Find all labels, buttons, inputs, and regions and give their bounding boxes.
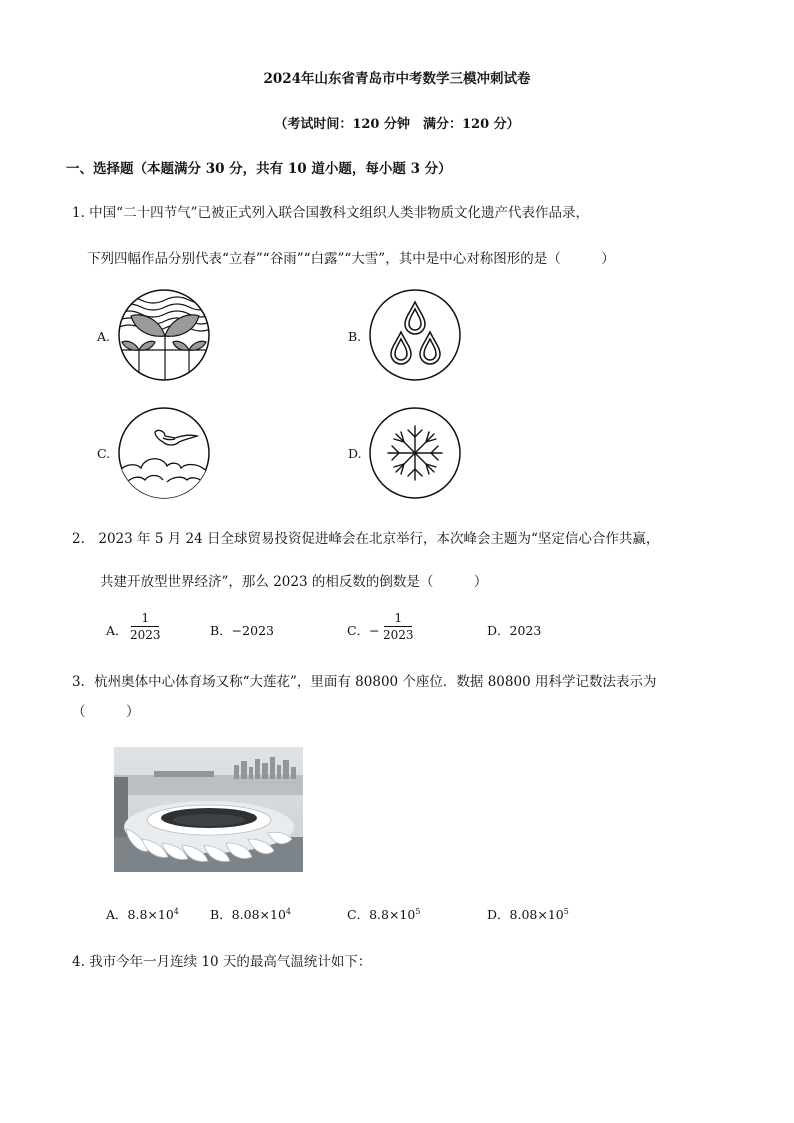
q3-option-d: D．$8.08\times 10^5$	[487, 907, 569, 922]
q1-option-c-label: C.	[97, 446, 111, 461]
page-title: 2024年山东省青岛市中考数学三模冲刺试卷	[263, 71, 531, 87]
q1-option-d-label: D.	[348, 446, 362, 461]
stadium-photo	[114, 747, 303, 872]
q2-option-a-denominator: 2023	[130, 628, 161, 642]
bird-cloud-icon	[117, 406, 211, 500]
q2-option-c-label: C．−	[347, 623, 380, 638]
snowflake-icon	[368, 406, 462, 500]
q1-line2: 下列四幅作品分别代表“立春”“谷雨”“白露”“大雪”，其中是中心对称图形的是（ ）	[87, 251, 615, 267]
q2-option-a-label: A．	[106, 623, 128, 638]
q3-option-c: C．$8.8\times 10^5$	[347, 907, 421, 922]
q2-line1: 2. 2023 年 5 月 24 日全球贸易投资促进峰会在北京举行，本次峰会主题为“坚定信心合作共赢，	[72, 531, 660, 547]
q4-line1: 4. 我市今年一月连续 10 天的最高气温统计如下：	[72, 954, 372, 970]
q2-option-a-numerator: 1	[141, 611, 150, 625]
q2-option-c-fraction	[383, 610, 414, 643]
q3-line2: （ ）	[72, 704, 140, 720]
sprout-icon	[117, 288, 211, 382]
water-drops-icon	[368, 288, 462, 382]
q1-line1: 1. 中国“二十四节气”已被正式列入联合国教科文组织人类非物质文化遗产代表作品录，	[72, 205, 589, 221]
section-heading: 一、选择题（本题满分 30 分，共有 10 道小题，每小题 3 分）	[66, 161, 452, 177]
q2-option-d: D．2023	[487, 623, 542, 638]
q2-option-c-numerator: 1	[394, 611, 403, 625]
q3-option-a: A．$8.8\times 10^4$	[106, 907, 179, 922]
q2-option-c-denominator: 2023	[383, 628, 414, 642]
q2-option-b: B．−2023	[210, 623, 274, 638]
q2-line2: 共建开放型世界经济”，那么 2023 的相反数的倒数是（ ）	[100, 574, 488, 590]
exam-info: （考试时间：120 分钟 满分：120 分）	[274, 117, 520, 132]
q3-option-b: B．$8.08\times 10^4$	[210, 907, 291, 922]
q3-line1: 3．杭州奥体中心体育场又称“大莲花”，里面有 80800 个座位．数据 80800 用科学记数法表示为	[72, 674, 657, 690]
q1-option-a-label: A.	[97, 329, 111, 344]
q2-option-a-fraction	[130, 610, 161, 643]
q1-option-b-label: B.	[348, 329, 362, 344]
